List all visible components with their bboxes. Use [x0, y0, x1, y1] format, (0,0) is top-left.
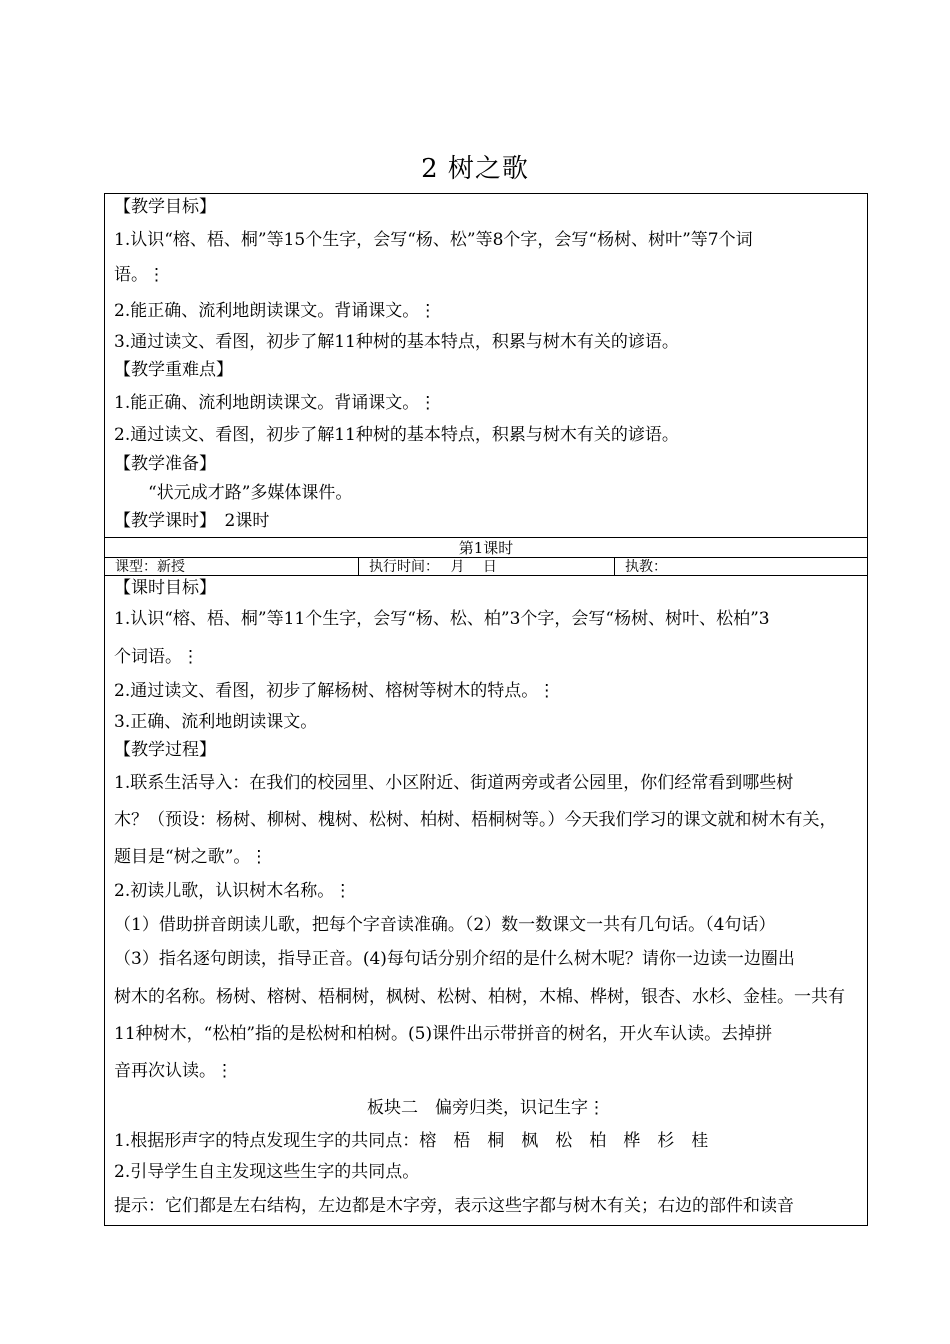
process-line: （3）指名逐句朗读，指导正音。(4)每句话分别介绍的是什么树木呢？请你一边读一边圈出 — [114, 949, 795, 969]
process-line: 1.联系生活导入：在我们的校园里、小区附近、街道两旁或者公园里，你们经常看到哪些树 — [114, 773, 794, 793]
heading-teaching-goals: 【教学目标】 — [114, 197, 216, 217]
goal-line: 1.认识“榕、梧、桐”等15个生字，会写“杨、松”等8个字，会写“杨树、树叶”等7个词 — [114, 230, 753, 250]
heading-class-hours: 【教学课时】 2课时 — [114, 511, 270, 531]
lesson-goal-line: 个词语。⋮ — [114, 647, 199, 667]
lesson-time: 执行时间： 月 日 — [358, 558, 614, 576]
key-point-line: 2.通过读文、看图，初步了解11种树的基本特点，积累与树木有关的谚语。 — [114, 425, 679, 445]
lesson-header: 第1课时 — [104, 538, 868, 558]
process-line: 音再次认读。⋮ — [114, 1061, 233, 1081]
process-line: 2.初读儿歌，认识树木名称。⋮ — [114, 881, 352, 901]
preparation-line: “状元成才路”多媒体课件。 — [114, 483, 353, 503]
process-line: 提示：它们都是左右结构，左边都是木字旁，表示这些字都与树木有关；右边的部件和读音 — [114, 1196, 794, 1216]
heading-lesson-goals: 【课时目标】 — [114, 578, 216, 598]
process-line: 树木的名称。杨树、榕树、梧桐树，枫树、松树、柏树，木棉、桦树，银杏、水杉、金桂。一共有 — [114, 987, 845, 1007]
process-line: 11种树木，“松柏”指的是松树和柏树。(5)课件出示带拼音的树名，开火车认读。去掉拼 — [114, 1024, 773, 1044]
lesson-goal-line: 3.正确、流利地朗读课文。 — [114, 712, 318, 732]
goal-line: 3.通过读文、看图，初步了解11种树的基本特点，积累与树木有关的谚语。 — [114, 332, 679, 352]
key-point-line: 1.能正确、流利地朗读课文。背诵课文。⋮ — [114, 393, 437, 413]
heading-key-points: 【教学重难点】 — [114, 360, 233, 380]
process-line: 2.引导学生自主发现这些生字的共同点。 — [114, 1162, 420, 1182]
process-line: 木？（预设：杨树、柳树、槐树、松树、柏树、梧桐树等。）今天我们学习的课文就和树木有关， — [114, 810, 837, 830]
lesson-goal-line: 2.通过读文、看图，初步了解杨树、榕树等树木的特点。⋮ — [114, 681, 556, 701]
lesson-goal-line: 1.认识“榕、梧、桐”等11个生字，会写“杨、松、柏”3个字，会写“杨树、树叶、松柏”3 — [114, 609, 770, 629]
lesson-type: 课型：新授 — [115, 559, 185, 575]
block-two-heading: 板块二 偏旁归类，识记生字⋮ — [367, 1098, 605, 1118]
goal-line: 2.能正确、流利地朗读课文。背诵课文。⋮ — [114, 301, 437, 321]
lesson-info-row — [104, 558, 868, 576]
process-line: 1.根据形声字的特点发现生字的共同点：榕 梧 桐 枫 松 柏 桦 杉 桂 — [114, 1131, 709, 1151]
heading-teaching-process: 【教学过程】 — [114, 740, 216, 760]
document-title: 2 树之歌 — [421, 154, 529, 184]
goal-line: 语。⋮ — [114, 265, 165, 285]
process-line: （1）借助拼音朗读儿歌，把每个字音读准确。（2）数一数课文一共有几句话。（4句话） — [114, 915, 776, 935]
lesson-teacher: 执教： — [614, 558, 867, 576]
process-line: 题目是“树之歌”。⋮ — [114, 847, 268, 867]
heading-preparation: 【教学准备】 — [114, 454, 216, 474]
